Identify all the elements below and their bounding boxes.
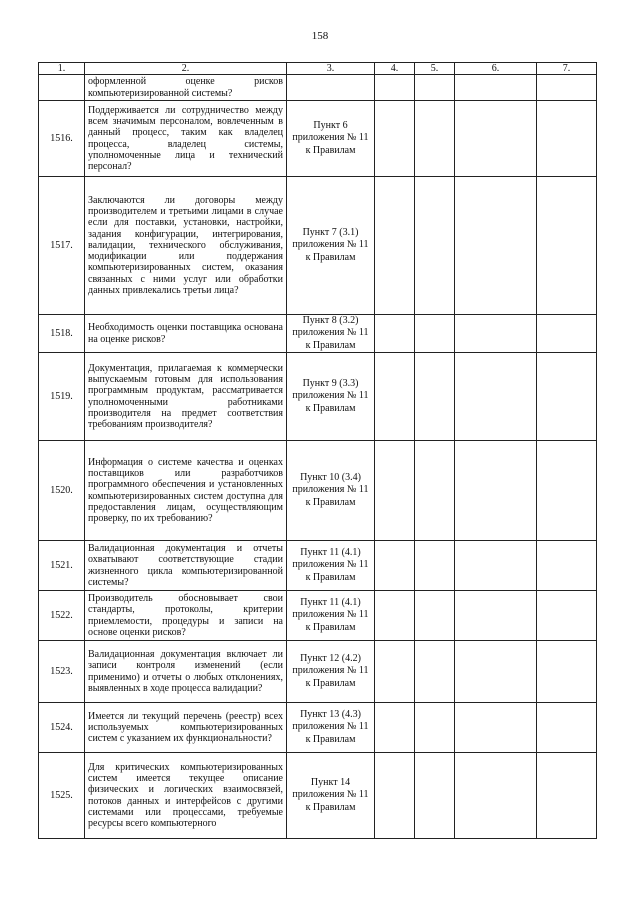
- question-text: оформленной оценке рисков компьютеризированной системы?: [85, 75, 287, 101]
- answer-cell: [455, 753, 537, 839]
- answer-cell: [415, 591, 455, 641]
- table-row: [39, 177, 597, 315]
- answer-cell: [537, 101, 597, 177]
- answer-cell: [415, 753, 455, 839]
- column-header-6: 6.: [455, 63, 537, 75]
- answer-cell: [415, 703, 455, 753]
- answer-cell: [537, 753, 597, 839]
- answer-cell: [455, 703, 537, 753]
- question-text: Необходимость оценки поставщика основана на оценке рисков?: [85, 315, 287, 353]
- answer-cell: [415, 315, 455, 353]
- answer-cell: [375, 641, 415, 703]
- row-number: 1525.: [39, 753, 85, 839]
- header-row: [39, 63, 597, 75]
- answer-cell: [455, 75, 537, 101]
- answer-cell: [537, 315, 597, 353]
- answer-cell: [375, 703, 415, 753]
- answer-cell: [415, 177, 455, 315]
- reference-text: Пункт 11 (4.1) приложения № 11 к Правилам: [287, 591, 375, 641]
- column-header-4: 4.: [375, 63, 415, 75]
- answer-cell: [375, 753, 415, 839]
- answer-cell: [375, 541, 415, 591]
- question-text: Документация, прилагаемая к коммерчески выпускаемым готовым для использования программным продуктам, рассматривается уполномоченными работниками производителя на предмет соответствия требованиям производителя?: [85, 353, 287, 441]
- table-row: [39, 315, 597, 353]
- answer-cell: [455, 101, 537, 177]
- answer-cell: [455, 315, 537, 353]
- column-header-3: 3.: [287, 63, 375, 75]
- table-row: [39, 101, 597, 177]
- answer-cell: [375, 177, 415, 315]
- reference-text: Пункт 6 приложения № 11 к Правилам: [287, 101, 375, 177]
- table-row: [39, 753, 597, 839]
- reference-text: Пункт 13 (4.3) приложения № 11 к Правилам: [287, 703, 375, 753]
- answer-cell: [415, 441, 455, 541]
- row-number: 1516.: [39, 101, 85, 177]
- row-number: 1520.: [39, 441, 85, 541]
- answer-cell: [455, 591, 537, 641]
- reference-text: Пункт 10 (3.4) приложения № 11 к Правилам: [287, 441, 375, 541]
- row-number: 1518.: [39, 315, 85, 353]
- reference-text: Пункт 14 приложения № 11 к Правилам: [287, 753, 375, 839]
- answer-cell: [375, 101, 415, 177]
- answer-cell: [537, 703, 597, 753]
- answer-cell: [375, 315, 415, 353]
- column-header-2: 2.: [85, 63, 287, 75]
- table-row: [39, 75, 597, 101]
- reference-text: Пункт 12 (4.2) приложения № 11 к Правилам: [287, 641, 375, 703]
- answer-cell: [375, 591, 415, 641]
- row-number: 1521.: [39, 541, 85, 591]
- answer-cell: [455, 441, 537, 541]
- reference-text: Пункт 11 (4.1) приложения № 11 к Правилам: [287, 541, 375, 591]
- reference-text: Пункт 8 (3.2) приложения № 11 к Правилам: [287, 315, 375, 353]
- answer-cell: [537, 353, 597, 441]
- column-header-1: 1.: [39, 63, 85, 75]
- answer-cell: [415, 101, 455, 177]
- answer-cell: [375, 75, 415, 101]
- row-number: 1517.: [39, 177, 85, 315]
- answer-cell: [455, 641, 537, 703]
- column-header-7: 7.: [537, 63, 597, 75]
- table-row: [39, 703, 597, 753]
- table-row: [39, 441, 597, 541]
- answer-cell: [537, 641, 597, 703]
- reference-text: [287, 75, 375, 101]
- table-row: [39, 591, 597, 641]
- question-text: Для критических компьютеризированных систем имеется текущее описание физических и логических взаимосвязей, потоков данных и интерфейсов с другими системами или процессами, требуемые ресурсы всего компьютерного: [85, 753, 287, 839]
- table-row: [39, 353, 597, 441]
- reference-text: Пункт 9 (3.3) приложения № 11 к Правилам: [287, 353, 375, 441]
- reference-text: Пункт 7 (3.1) приложения № 11 к Правилам: [287, 177, 375, 315]
- table-row: [39, 541, 597, 591]
- row-number: 1522.: [39, 591, 85, 641]
- answer-cell: [537, 441, 597, 541]
- question-text: Заключаются ли договоры между производителем и третьими лицами в случае если для поставки, установки, настройки, задания конфигурации, интегрирования, валидации, технического обслуживания, модификации или поддержания компьютеризированных систем, оказания связанных с ними услуг или обработки данных привлекались третьи лица?: [85, 177, 287, 315]
- answer-cell: [375, 441, 415, 541]
- question-text: Валидационная документация включает ли записи контроля изменений (если применимо) и отчеты о любых отклонениях, выявленных в ходе процесса валидации?: [85, 641, 287, 703]
- page-number: 158: [311, 30, 329, 42]
- row-number: [39, 75, 85, 101]
- answer-cell: [415, 75, 455, 101]
- column-header-5: 5.: [415, 63, 455, 75]
- question-text: Информация о системе качества и оценках поставщиков или разработчиков программного обеспечения и установленных компьютеризированных систем доступна для предоставления лицам, осуществляющим проверку, по их требованию?: [85, 441, 287, 541]
- question-text: Валидационная документация и отчеты охватывают соответствующие стадии жизненного цикла компьютеризированной системы?: [85, 541, 287, 591]
- table-row: [39, 641, 597, 703]
- answer-cell: [537, 75, 597, 101]
- answer-cell: [455, 541, 537, 591]
- question-text: Производитель обосновывает свои стандарты, протоколы, критерии приемлемости, процедуры и записи на основе оценки рисков?: [85, 591, 287, 641]
- row-number: 1519.: [39, 353, 85, 441]
- checklist-table: [38, 62, 597, 839]
- row-number: 1523.: [39, 641, 85, 703]
- answer-cell: [455, 177, 537, 315]
- answer-cell: [537, 591, 597, 641]
- row-number: 1524.: [39, 703, 85, 753]
- answer-cell: [415, 641, 455, 703]
- answer-cell: [415, 353, 455, 441]
- answer-cell: [455, 353, 537, 441]
- question-text: Поддерживается ли сотрудничество между всем значимым персоналом, вовлеченным в данный процесс, таким как владелец процесса, владелец системы, уполномоченные лица и технический персонал?: [85, 101, 287, 177]
- answer-cell: [375, 353, 415, 441]
- answer-cell: [415, 541, 455, 591]
- answer-cell: [537, 541, 597, 591]
- answer-cell: [537, 177, 597, 315]
- question-text: Имеется ли текущий перечень (реестр) всех используемых компьютеризированных систем с указанием их функциональности?: [85, 703, 287, 753]
